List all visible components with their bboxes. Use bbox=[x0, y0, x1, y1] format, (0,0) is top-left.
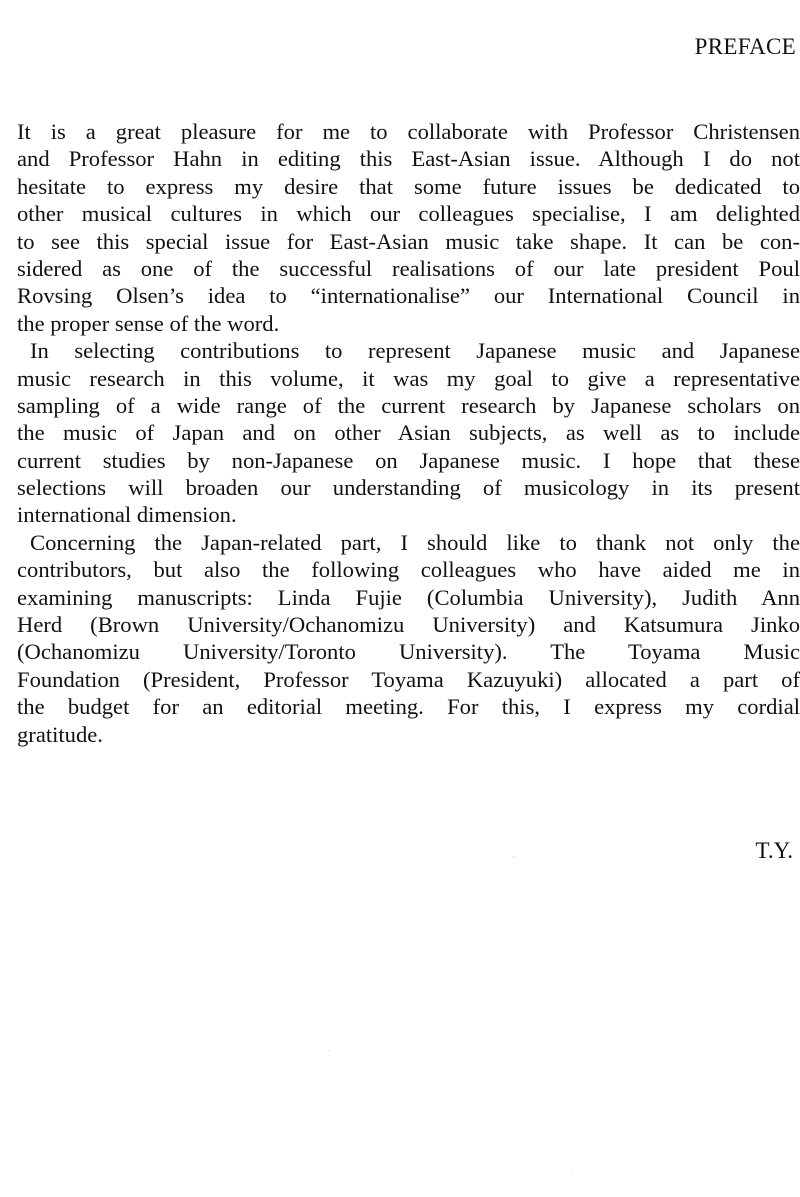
paragraph-2 bbox=[17, 337, 800, 529]
page-heading: PREFACE bbox=[694, 34, 796, 59]
text-line: examining manuscripts: Linda Fujie (Columbia University), Judith Ann bbox=[17, 584, 800, 610]
text-line: gratitude. bbox=[17, 721, 103, 747]
text-line: other musical cultures in which our colleagues specialise, I am delighted bbox=[17, 201, 800, 227]
preface-body bbox=[17, 118, 800, 748]
text-line: the music of Japan and on other Asian subjects, as well as to include bbox=[17, 420, 800, 446]
text-line: sidered as one of the successful realisations of our late president Poul bbox=[17, 255, 800, 281]
text-line: music research in this volume, it was my goal to give a representative bbox=[17, 365, 800, 391]
text-line: Rovsing Olsen’s idea to “internationalise” our International Council in bbox=[17, 283, 800, 309]
scan-speck bbox=[328, 1050, 329, 1051]
scan-speck bbox=[572, 1170, 573, 1171]
text-line: to see this special issue for East-Asian music take shape. It can be con- bbox=[17, 228, 800, 254]
text-line: sampling of a wide range of the current research by Japanese scholars on bbox=[17, 392, 800, 418]
text-line: contributors, but also the following colleagues who have aided me in bbox=[17, 557, 800, 583]
text-line: current studies by non-Japanese on Japanese music. I hope that these bbox=[17, 447, 800, 473]
signature-initials: T.Y. bbox=[755, 838, 793, 863]
scan-speck bbox=[513, 856, 514, 857]
paragraph-3 bbox=[17, 529, 800, 748]
text-line: In selecting contributions to represent Japanese music and Japanese bbox=[30, 338, 800, 364]
text-line: the budget for an editorial meeting. For this, I express my cordial bbox=[17, 694, 800, 720]
text-line: Concerning the Japan-related part, I should like to thank not only the bbox=[30, 529, 800, 555]
text-line: the proper sense of the word. bbox=[17, 310, 280, 336]
text-line: (Ochanomizu University/Toronto University). The Toyama Music bbox=[17, 639, 800, 665]
text-line: Foundation (President, Professor Toyama Kazuyuki) allocated a part of bbox=[17, 666, 800, 692]
text-line: Herd (Brown University/Ochanomizu University) and Katsumura Jinko bbox=[17, 612, 800, 638]
text-line: international dimension. bbox=[17, 502, 237, 528]
text-line: selections will broaden our understanding of musicology in its present bbox=[17, 475, 800, 501]
text-line: hesitate to express my desire that some future issues be dedicated to bbox=[17, 173, 800, 199]
text-line: and Professor Hahn in editing this East-Asian issue. Although I do not bbox=[17, 146, 800, 172]
text-line: It is a great pleasure for me to collaborate with Professor Christensen bbox=[17, 119, 800, 144]
paragraph-1 bbox=[17, 118, 800, 337]
